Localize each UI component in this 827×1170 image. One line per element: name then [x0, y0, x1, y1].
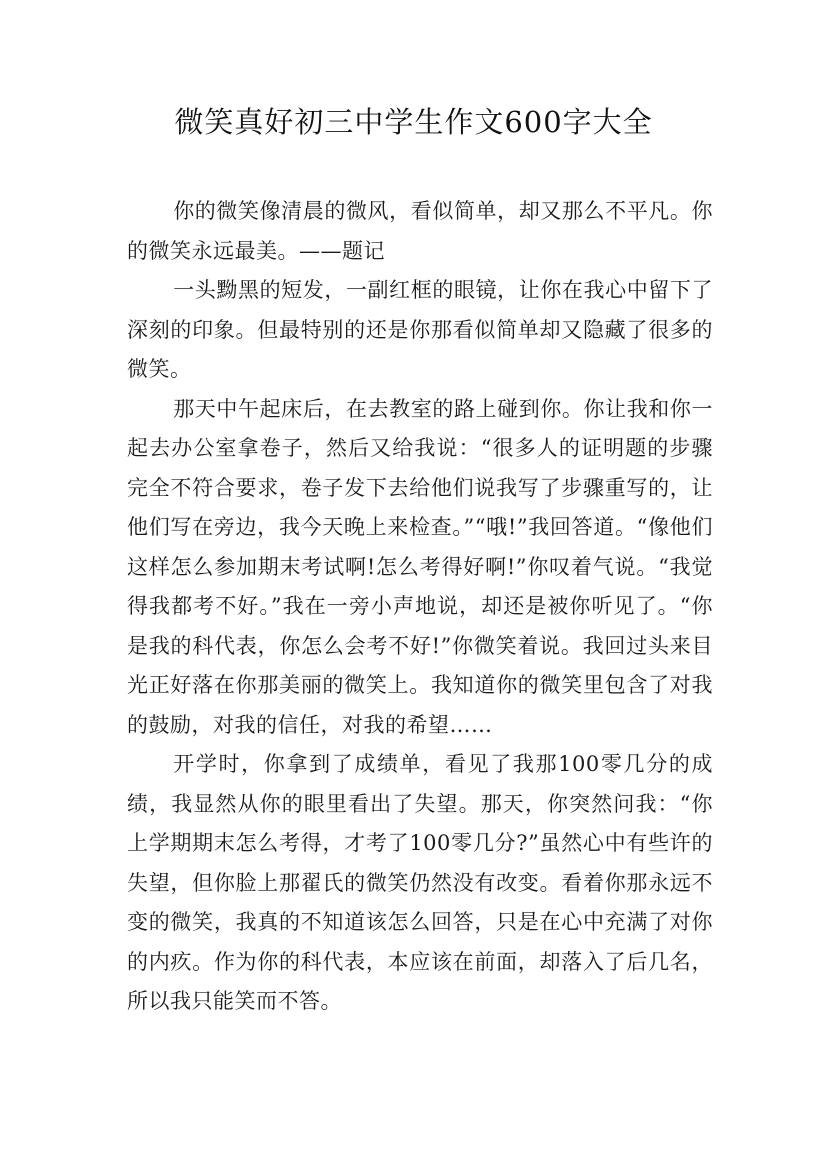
- document-body: [127, 192, 713, 1022]
- paragraph-report-card: 开学时，你拿到了成绩单，看见了我那100零几分的成绩，我显然从你的眼里看出了失望。那天，你突然问我：“你上学期期末怎么考得，才考了100零几分?”虽然心中有些许的失望，但你脸上那翟氏的微笑仍然没有改变。看着你那永远不变的微笑，我真的不知道该怎么回答，只是在心中充满了对你的内疚。作为你的科代表，本应该在前面，却落入了后几名，所以我只能笑而不答。: [127, 752, 713, 1013]
- paragraph-office-story: 那天中午起床后，在去教室的路上碰到你。你让我和你一起去办公室拿卷子，然后又给我说：“很多人的证明题的步骤完全不符合要求，卷子发下去给他们说我写了步骤重写的，让他们写在旁边，我今天晚上来检查。”“哦!”我回答道。“像他们这样怎么参加期末考试啊!怎么考得好啊!”你叹着气说。“我觉得我都考不好。”我在一旁小声地说，却还是被你听见了。“你是我的科代表，你怎么会考不好!”你微笑着说。我回过头来目光正好落在你那美丽的微笑上。我知道你的微笑里包含了对我的鼓励，对我的信任，对我的希望……: [127, 396, 713, 737]
- paragraph-epigraph: 你的微笑像清晨的微风，看似简单，却又那么不平凡。你的微笑永远最美。——题记: [127, 199, 713, 263]
- paragraph-appearance: 一头黝黑的短发，一副红框的眼镜，让你在我心中留下了深刻的印象。但最特别的还是你那看似简单却又隐藏了很多的微笑。: [127, 278, 713, 381]
- document-title: 微笑真好初三中学生作文600字大全: [174, 105, 653, 139]
